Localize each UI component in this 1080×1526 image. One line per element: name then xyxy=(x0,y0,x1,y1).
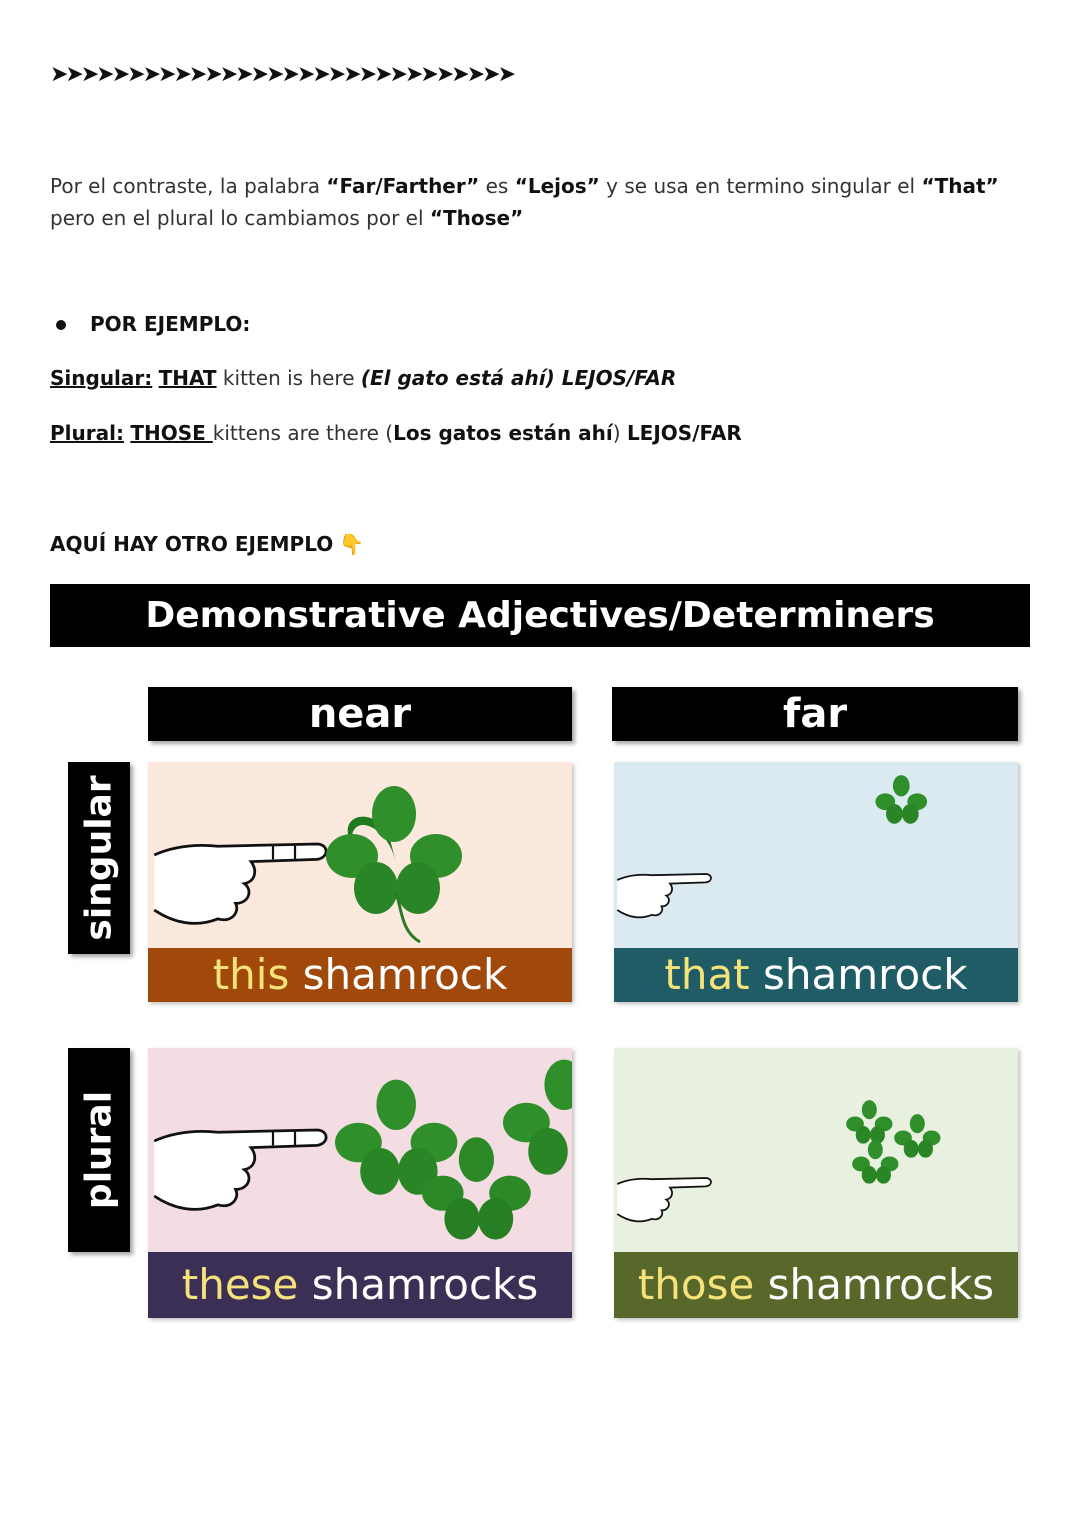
shamrock-icon xyxy=(326,786,462,942)
shamrock-icon xyxy=(846,1100,892,1144)
plural-tag: LEJOS/FAR xyxy=(626,421,742,445)
intro-text: y se usa en termino singular el xyxy=(599,174,922,198)
caption-determiner: that xyxy=(664,950,750,999)
another-example-text: AQUÍ HAY OTRO EJEMPLO xyxy=(50,532,334,556)
another-example-heading xyxy=(50,532,364,556)
singular-translation: (El gato está ahí) LEJOS/FAR xyxy=(360,366,677,390)
column-header-near: near xyxy=(148,687,572,741)
row-header-plural xyxy=(68,1048,130,1252)
singular-word: THAT xyxy=(158,366,217,390)
pointing-hand-icon xyxy=(617,874,711,917)
intro-paragraph xyxy=(50,170,1040,234)
plural-word: THOSE xyxy=(130,421,213,445)
chart-banner: Demonstrative Adjectives/Determiners xyxy=(50,584,1030,647)
example-heading xyxy=(50,312,250,336)
caption-these-shamrocks xyxy=(148,1252,572,1318)
singular-text: kitten is here xyxy=(216,366,361,390)
caption-determiner: these xyxy=(181,1260,299,1309)
intro-text: Por el contraste, la palabra xyxy=(50,174,327,198)
word-lejos: “Lejos” xyxy=(514,174,600,198)
shamrock-icon xyxy=(503,1060,572,1175)
pointing-hand-icon xyxy=(154,1130,326,1209)
plural-text: ) xyxy=(612,421,627,445)
intro-text: pero en el plural lo cambiamos por el xyxy=(50,206,430,230)
caption-that-shamrock xyxy=(614,948,1018,1002)
shamrock-icon xyxy=(875,775,927,824)
intro-text: es xyxy=(479,174,515,198)
pointing-hand-icon xyxy=(617,1178,711,1221)
row-header-singular-label: singular xyxy=(78,775,120,941)
example-heading-text: POR EJEMPLO: xyxy=(90,312,251,336)
plural-text: kittens are there ( xyxy=(212,421,394,445)
caption-those-shamrocks xyxy=(614,1252,1018,1318)
bullet-icon xyxy=(56,320,66,330)
caption-noun: shamrocks xyxy=(754,1260,995,1309)
row-header-plural-label: plural xyxy=(78,1090,120,1210)
word-those: “Those” xyxy=(429,206,524,230)
caption-this-shamrock xyxy=(148,948,572,1002)
row-header-singular xyxy=(68,762,130,954)
plural-example xyxy=(50,421,742,445)
singular-label: Singular: xyxy=(50,366,153,390)
caption-noun: shamrocks xyxy=(298,1260,539,1309)
column-header-far: far xyxy=(612,687,1018,741)
word-that: “That” xyxy=(921,174,999,198)
plural-label: Plural: xyxy=(50,421,124,445)
decorative-arrow-row: ➤➤➤➤➤➤➤➤➤➤➤➤➤➤➤➤➤➤➤➤➤➤➤➤➤➤➤➤➤➤ xyxy=(50,62,514,87)
pointing-down-icon: 👇 xyxy=(339,532,365,556)
word-far: “Far/Farther” xyxy=(326,174,480,198)
caption-determiner: those xyxy=(637,1260,755,1309)
caption-noun: shamrock xyxy=(289,950,508,999)
shamrock-icon xyxy=(894,1114,940,1158)
caption-determiner: this xyxy=(212,950,290,999)
plural-translation: Los gatos están ahí xyxy=(393,421,613,445)
pointing-hand-icon xyxy=(154,844,326,923)
singular-example xyxy=(50,366,676,390)
caption-noun: shamrock xyxy=(749,950,968,999)
shamrock-icon xyxy=(852,1140,898,1184)
